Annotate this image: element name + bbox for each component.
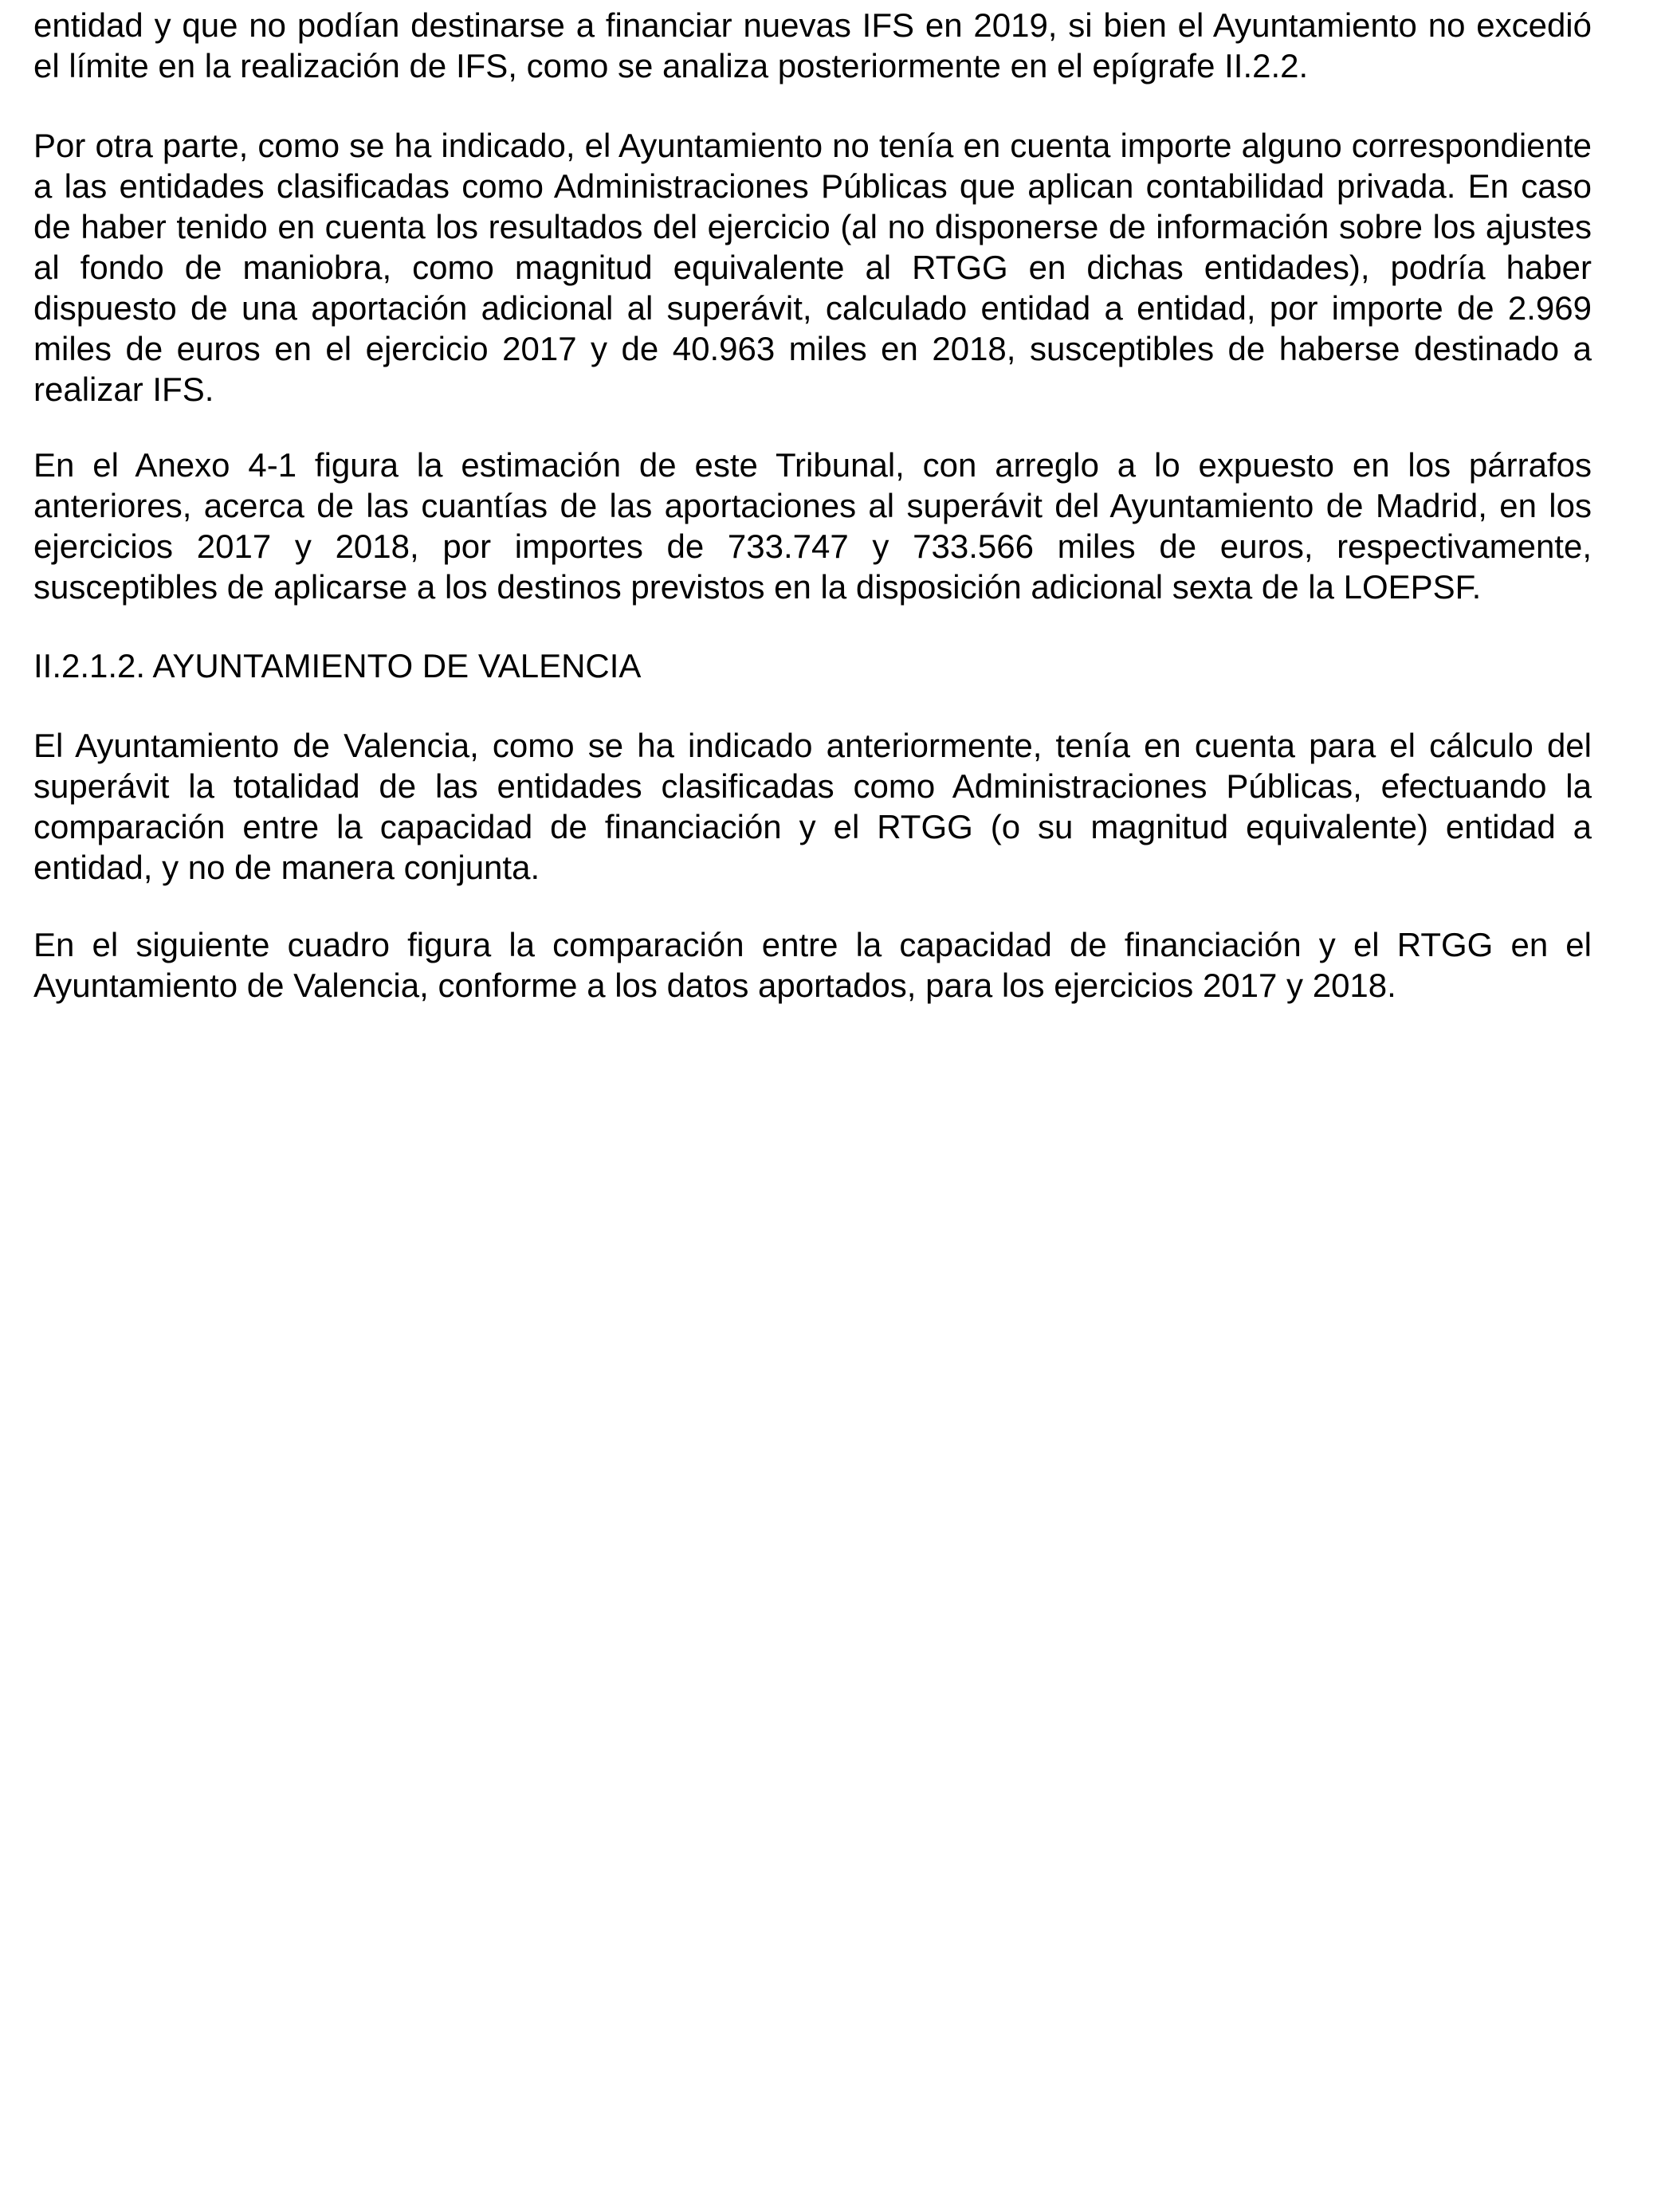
paragraph-annex-estimate: En el Anexo 4-1 figura la estimación de este Tribunal, con arreglo a lo expuesto en los párrafos anteriores, acerca de las cuantías de las aportaciones al superávit del Ayuntamiento de Madrid, en los ejercicios 2017 y 2018, por importes de 733.747 y 733.566 miles de euros, respectivamente, susceptibles de aplicarse a los destinos previstos en la disposición adicional sexta de la LOEPSF. <box>33 446 1592 606</box>
paragraph-ifs-limit: entidad y que no podían destinarse a financiar nuevas IFS en 2019, si bien el Ayuntamiento no excedió el límite en la realización de IFS, como se analiza posteriormente en el epígrafe II.2.2. <box>33 6 1592 84</box>
section-heading-valencia: II.2.1.2. AYUNTAMIENTO DE VALENCIA <box>33 647 642 684</box>
paragraph-valencia-method: El Ayuntamiento de Valencia, como se ha indicado anteriormente, tenía en cuenta para el cálculo del superávit la totalidad de las entidades clasificadas como Administraciones Públicas, efectuando la comparación entre la capacidad de financiación y el RTGG (o su magnitud equivalente) entidad a entidad, y no de manera conjunta. <box>33 727 1592 886</box>
paragraph-private-accounting: Por otra parte, como se ha indicado, el Ayuntamiento no tenía en cuenta importe alguno correspondiente a las entidades clasificadas como Administraciones Públicas que aplican contabilidad privada. En caso de haber tenido en cuenta los resultados del ejercicio (al no disponerse de información sobre los ajustes al fondo de maniobra, como magnitud equivalente al RTGG en dichas entidades), podría haber dispuesto de una aportación adicional al superávit, calculado entidad a entidad, por importe de 2.969 miles de euros en el ejercicio 2017 y de 40.963 miles en 2018, susceptibles de haberse destinado a realizar IFS. <box>33 127 1592 408</box>
paragraph-valencia-table-intro: En el siguiente cuadro figura la comparación entre la capacidad de financiación y el RTGG en el Ayuntamiento de Valencia, conforme a los datos aportados, para los ejercicios 2017 y 2018. <box>33 926 1592 1004</box>
